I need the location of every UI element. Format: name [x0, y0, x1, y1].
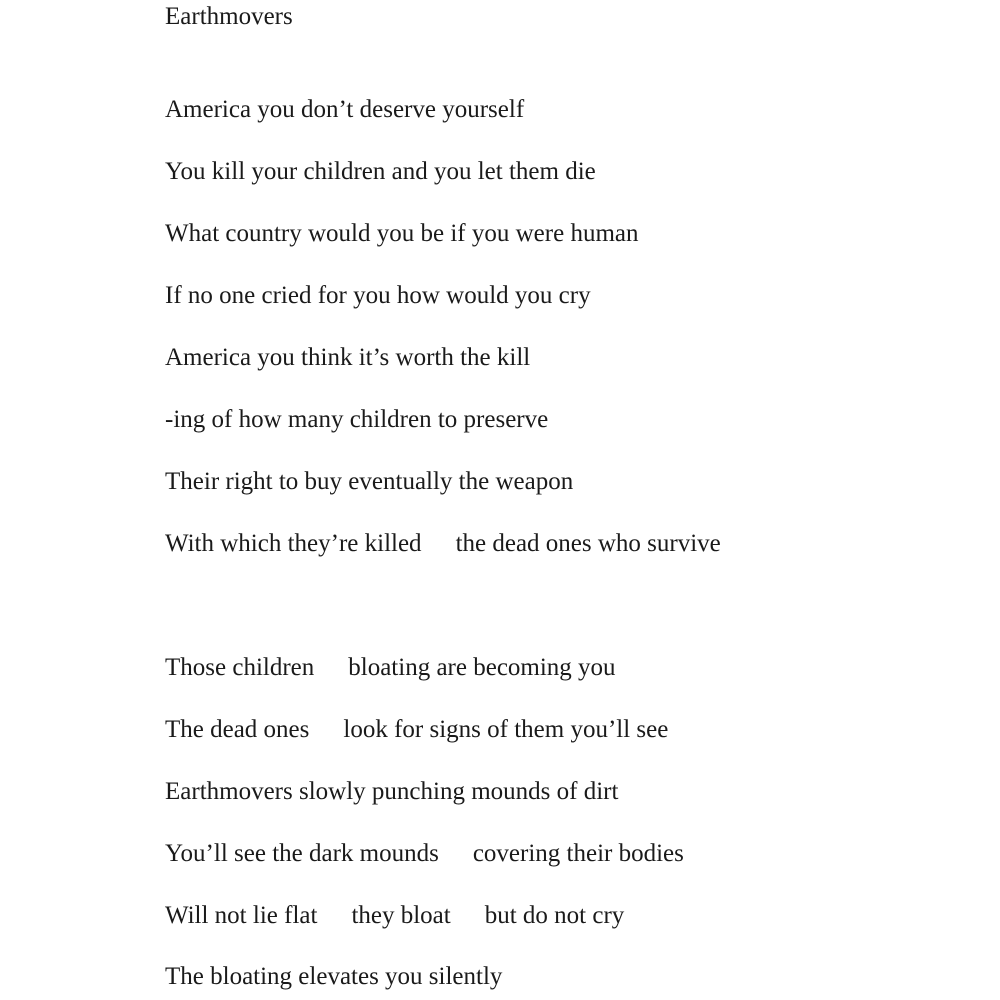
poem-phrase: bloating are becoming you — [348, 654, 616, 681]
poem-line — [165, 715, 668, 745]
poem-phrase: the dead ones who survive — [455, 530, 721, 557]
poem-line: What country would you be if you were human — [165, 220, 639, 247]
poem-phrase: Those children — [165, 654, 315, 681]
poem-line: If no one cried for you how would you cry — [165, 282, 591, 309]
poem-phrase: Will not lie flat — [165, 902, 318, 929]
poem-line: America you don’t deserve yourself — [165, 96, 525, 123]
poem-line: -ing of how many children to preserve — [165, 406, 549, 433]
poem-phrase: look for signs of them you’ll see — [343, 716, 669, 743]
poem-phrase: The dead ones — [165, 716, 310, 743]
poem-line: The bloating elevates you silently — [165, 963, 503, 990]
poem-line: You kill your children and you let them die — [165, 158, 596, 185]
poem-phrase: they bloat — [351, 902, 451, 929]
poem-phrase: but do not cry — [484, 902, 625, 929]
poem-line: Their right to buy eventually the weapon — [165, 468, 574, 495]
poem-line — [165, 901, 624, 931]
poem-phrase: covering their bodies — [472, 840, 684, 867]
poem-line — [165, 529, 721, 559]
poem-line — [165, 653, 616, 683]
poem-title: Earthmovers — [165, 3, 293, 30]
poem-line: Earthmovers slowly punching mounds of dirt — [165, 778, 619, 805]
poem-phrase: You’ll see the dark mounds — [165, 840, 439, 867]
poem-line — [165, 839, 684, 869]
poem-phrase: With which they’re killed — [165, 530, 422, 557]
poem-line: America you think it’s worth the kill — [165, 344, 531, 371]
